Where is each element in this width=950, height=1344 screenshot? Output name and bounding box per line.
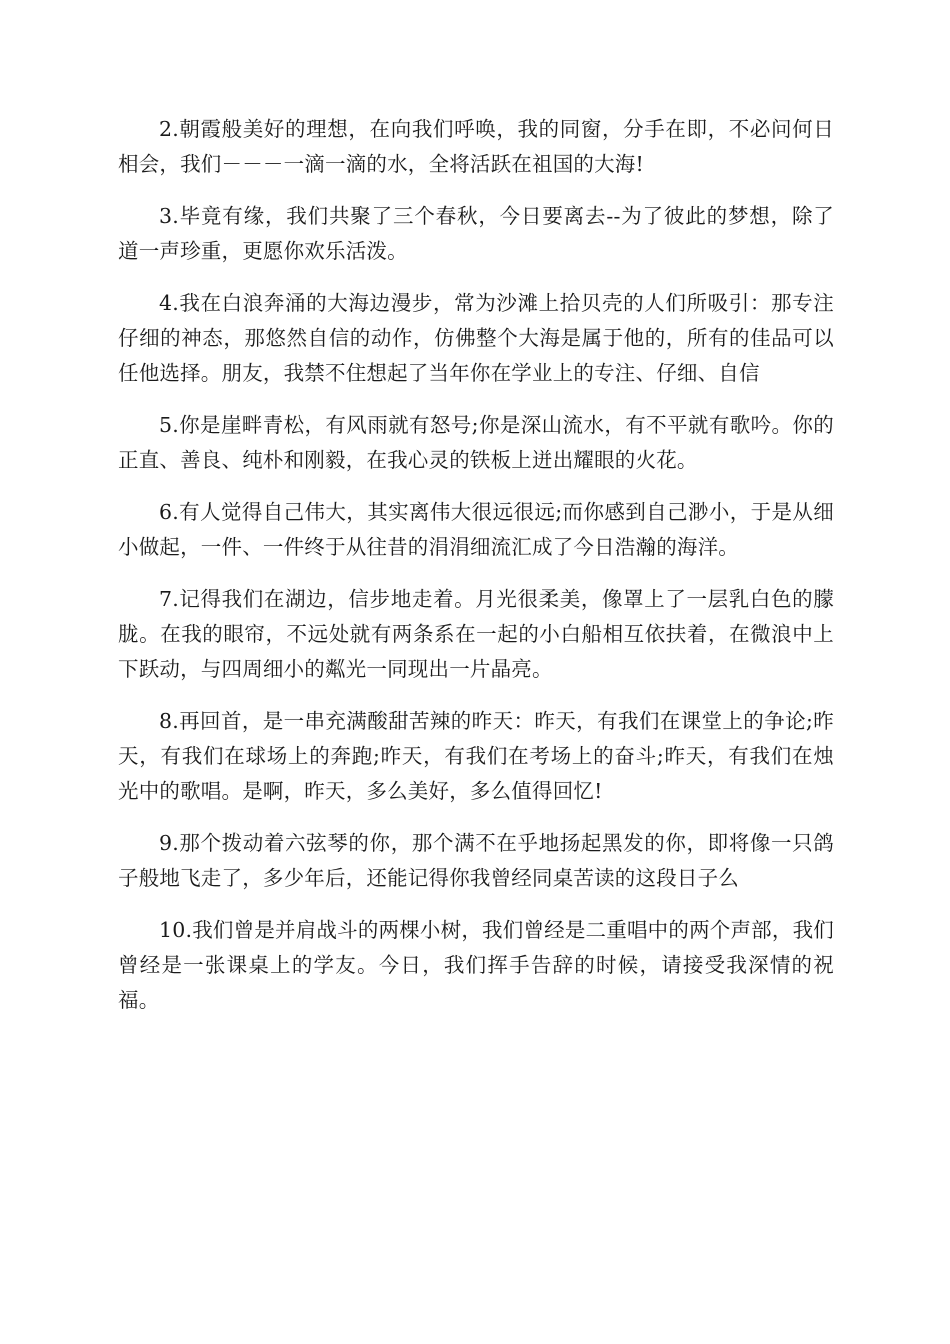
paragraph-7: 7.记得我们在湖边，信步地走着。月光很柔美，像罩上了一层乳白色的朦胧。在我的眼帘，不远处就有两条系在一起的小白船相互依扶着，在微浪中上下跃动，与四周细小的粼光一同现出一片晶亮。 <box>118 587 834 681</box>
document-body <box>118 112 834 1035</box>
paragraph-6: 6.有人觉得自己伟大，其实离伟大很远很远;而你感到自己渺小，于是从细小做起，一件、一件终于从往昔的涓涓细流汇成了今日浩瀚的海洋。 <box>118 500 834 559</box>
paragraph-5: 5.你是崖畔青松，有风雨就有怒号;你是深山流水，有不平就有歌吟。你的正直、善良、纯朴和刚毅，在我心灵的铁板上迸出耀眼的火花。 <box>118 413 834 472</box>
paragraph-8: 8.再回首，是一串充满酸甜苦辣的昨天：昨天，有我们在课堂上的争论;昨天，有我们在球场上的奔跑;昨天，有我们在考场上的奋斗;昨天，有我们在烛光中的歌唱。是啊，昨天，多么美好，多么值得回忆! <box>118 709 834 803</box>
paragraph-10: 10.我们曾是并肩战斗的两棵小树，我们曾经是二重唱中的两个声部，我们曾经是一张课桌上的学友。今日，我们挥手告辞的时候，请接受我深情的祝福。 <box>118 918 834 1012</box>
paragraph-3: 3.毕竟有缘，我们共聚了三个春秋，今日要离去--为了彼此的梦想，除了道一声珍重，更愿你欢乐活泼。 <box>118 204 834 263</box>
paragraph-2: 2.朝霞般美好的理想，在向我们呼唤，我的同窗，分手在即，不必问何日相会，我们－－－一滴一滴的水，全将活跃在祖国的大海! <box>118 117 834 176</box>
paragraph-9: 9.那个拨动着六弦琴的你，那个满不在乎地扬起黑发的你，即将像一只鸽子般地飞走了，多少年后，还能记得你我曾经同桌苦读的这段日子么 <box>118 831 834 890</box>
paragraph-4: 4.我在白浪奔涌的大海边漫步，常为沙滩上拾贝壳的人们所吸引：那专注仔细的神态，那悠然自信的动作，仿佛整个大海是属于他的，所有的佳品可以任他选择。朋友，我禁不住想起了当年你在学业上的专注、仔细、自信 <box>118 291 834 385</box>
